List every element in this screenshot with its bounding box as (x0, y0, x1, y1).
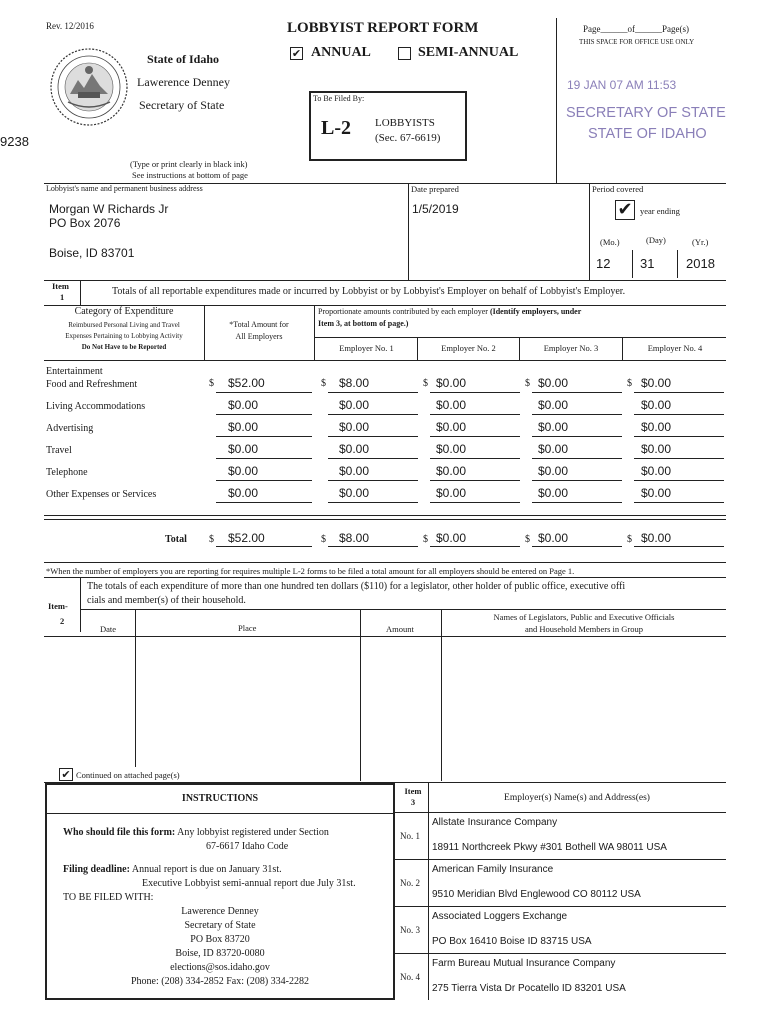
employer-1-column-header: Employer No. 1 (339, 343, 394, 353)
item2-text-2: cials and member(s) of their household. (87, 595, 246, 606)
filed-with-email[interactable]: elections@sos.idaho.gov (170, 962, 270, 973)
type-note-1: (Type or print clearly in black ink) (130, 159, 248, 169)
lobbyist-name[interactable]: Morgan W Richards Jr (49, 202, 169, 216)
filed-with-phone: Phone: (208) 334-2852 Fax: (208) 334-2282 (130, 976, 310, 987)
employer-1-amount[interactable]: $0.00 (339, 486, 370, 500)
item1-label: Item (52, 281, 69, 291)
filed-with-pobox: PO Box 83720 (190, 934, 250, 945)
state-seal-icon (48, 46, 130, 128)
item3-employer-number: No. 4 (400, 972, 420, 982)
year-ending-label: year ending (640, 206, 680, 216)
item3-number: 3 (410, 797, 416, 807)
checkmark-icon: ✔ (61, 768, 71, 781)
employer-2-total[interactable]: $0.00 (436, 531, 467, 545)
filed-with-label: TO BE FILED WITH: (63, 892, 154, 903)
item3-employer-name[interactable]: Associated Loggers Exchange (432, 911, 568, 922)
dollar-sign: $ (627, 378, 632, 389)
employer-2-amount[interactable]: $0.00 (436, 420, 467, 434)
dollar-sign: $ (209, 534, 214, 545)
semiannual-checkbox[interactable] (398, 47, 411, 60)
employer-4-total[interactable]: $0.00 (641, 531, 672, 545)
filed-with-title: Secretary of State (184, 920, 256, 931)
instructions-box (45, 783, 395, 1000)
annual-checkbox[interactable] (290, 47, 303, 60)
item2-col-names-1: Names of Legislators, Public and Executive Officials (493, 612, 675, 622)
expense-total-amount[interactable]: $52.00 (228, 376, 265, 390)
continued-label: Continued on attached page(s) (76, 770, 180, 780)
type-note-2: See instructions at bottom of page (132, 170, 248, 180)
received-stamp-date: 19 JAN 07 AM 11:53 (567, 78, 677, 92)
filed-with-name: Lawerence Denney (181, 906, 259, 917)
item3-employer-number: No. 1 (400, 831, 420, 841)
item3-employer-number: No. 3 (400, 925, 420, 935)
office-use-label: THIS SPACE FOR OFFICE USE ONLY (579, 38, 695, 46)
item3-employer-number: No. 2 (400, 878, 420, 888)
expense-category-label: Other Expenses or Services (46, 489, 157, 500)
employer-1-amount[interactable]: $0.00 (339, 442, 370, 456)
item2-col-amount: Amount (386, 624, 414, 634)
filed-with-city: Boise, ID 83720-0080 (175, 948, 265, 959)
period-covered-label: Period covered (592, 184, 644, 194)
item2-col-names-2: and Household Members in Group (524, 624, 644, 634)
expense-total-amount[interactable]: $0.00 (228, 442, 259, 456)
item3-label: Item (404, 786, 422, 796)
period-year-value[interactable]: 2018 (686, 256, 715, 271)
employer-3-amount[interactable]: $0.00 (538, 486, 569, 500)
lobbyist-address-line1[interactable]: PO Box 2076 (49, 216, 121, 230)
item1-heading: Totals of all reportable expenditures made or incurred by Lobbyist or by Lobbyist's Employer on behalf of Lobbyist's Employer. (112, 286, 626, 297)
official-name: Lawerence Denney (137, 75, 230, 89)
item3-employer-name[interactable]: Farm Bureau Mutual Insurance Company (432, 958, 616, 969)
expense-category-label: Travel (46, 445, 72, 456)
date-prepared-value[interactable]: 1/5/2019 (412, 202, 459, 216)
expense-category-label: Food and Refreshment (46, 379, 138, 390)
expense-total-amount[interactable]: $0.00 (228, 486, 259, 500)
item2-col-place: Place (238, 623, 257, 633)
item3-employer-name[interactable]: Allstate Insurance Company (432, 817, 558, 828)
expense-total-amount[interactable]: $0.00 (228, 398, 259, 412)
lobbyist-address-line2[interactable]: Boise, ID 83701 (49, 246, 135, 260)
item2-label: Item- (48, 601, 68, 611)
filing-deadline-executive: Executive Lobbyist semi-annual report due July 31st. (142, 878, 356, 889)
employer-3-total[interactable]: $0.00 (538, 531, 569, 545)
year-label: (Yr.) (692, 237, 709, 247)
item3-employer-address[interactable]: 9510 Meridian Blvd Englewood CO 80112 USA (432, 889, 641, 900)
form-title: LOBBYIST REPORT FORM (287, 20, 479, 36)
received-stamp-office: SECRETARY OF STATE (566, 105, 726, 121)
semiannual-label: SEMI-ANNUAL (418, 45, 519, 60)
dollar-sign: $ (627, 534, 632, 545)
margin-number: 9238 (0, 134, 29, 149)
dollar-sign: $ (209, 378, 214, 389)
employer-4-amount[interactable]: $0.00 (641, 442, 672, 456)
expense-category-label: Advertising (46, 423, 94, 434)
employer-4-amount[interactable]: $0.00 (641, 486, 672, 500)
item2-number: 2 (60, 616, 65, 626)
dollar-sign: $ (525, 534, 530, 545)
proportionate-heading: Proportionate amounts contributed by each employer (Identify employers, under (318, 307, 582, 316)
employer-3-column-header: Employer No. 3 (543, 343, 599, 353)
employer-2-amount[interactable]: $0.00 (436, 442, 467, 456)
proportionate-heading-2: Item 3, at bottom of page.) (318, 319, 409, 328)
employer-2-amount[interactable]: $0.00 (436, 376, 467, 390)
lobbyist-name-label: Lobbyist's name and permanent business address (46, 184, 203, 193)
item3-employer-address[interactable]: 18911 Northcreek Pkwy #301 Bothell WA 98011 USA (432, 842, 667, 853)
who-should-file-code: 67-6617 Idaho Code (206, 841, 289, 852)
filed-by-box (309, 91, 467, 161)
official-title: Secretary of State (139, 98, 225, 112)
annual-label: ANNUAL (311, 45, 371, 60)
dollar-sign: $ (321, 534, 326, 545)
continued-checkbox[interactable] (59, 768, 73, 781)
expense-total-amount[interactable]: $0.00 (228, 420, 259, 434)
grand-total-amount[interactable]: $52.00 (228, 531, 265, 545)
category-note-3: Do Not Have to be Reported (81, 343, 167, 351)
expense-total-amount[interactable]: $0.00 (228, 464, 259, 478)
employer-1-amount[interactable]: $0.00 (339, 464, 370, 478)
employer-2-amount[interactable]: $0.00 (436, 398, 467, 412)
who-should-file: Who should file this form: Any lobbyist registered under Section (63, 827, 329, 838)
filing-deadline: Filing deadline: Annual report is due on January 31st. (63, 864, 282, 875)
item3-employer-address[interactable]: 275 Tierra Vista Dr Pocatello ID 83201 USA (432, 983, 626, 994)
dollar-sign: $ (321, 378, 326, 389)
date-prepared-label: Date prepared (411, 184, 459, 194)
all-employers-heading: All Employers (235, 332, 283, 341)
dollar-sign: $ (423, 378, 428, 389)
filed-by-label: To Be Filed By: (313, 94, 365, 103)
item2-col-date: Date (100, 624, 117, 634)
total-label: Total (165, 534, 187, 545)
category-note-2: Expenses Pertaining to Lobbying Activity (65, 332, 183, 340)
checkmark-icon: ✔ (291, 47, 302, 60)
form-section: (Sec. 67-6619) (375, 132, 441, 144)
employer-1-amount[interactable]: $0.00 (339, 420, 370, 434)
day-label: (Day) (646, 235, 666, 245)
form-for: LOBBYISTS (375, 117, 435, 129)
employer-2-amount[interactable]: $0.00 (436, 486, 467, 500)
checkmark-icon: ✔ (617, 199, 633, 220)
total-amount-heading: *Total Amount for (229, 320, 289, 329)
employer-4-amount[interactable]: $0.00 (641, 420, 672, 434)
page-count-label: Page______of______Page(s) (583, 24, 689, 34)
employer-footnote: *When the number of employers you are reporting for requires multiple L-2 forms to be filed a total amount for all employers should be entered on Page 1. (46, 566, 575, 576)
employer-3-amount[interactable]: $0.00 (538, 376, 569, 390)
instructions-heading: INSTRUCTIONS (181, 793, 259, 804)
dollar-sign: $ (423, 534, 428, 545)
employer-4-amount[interactable]: $0.00 (641, 398, 672, 412)
category-note-1: Reimbursed Personal Living and Travel (68, 321, 180, 329)
item3-heading: Employer(s) Name(s) and Address(es) (504, 793, 650, 803)
period-month-value[interactable]: 12 (596, 256, 611, 271)
employer-3-amount[interactable]: $0.00 (538, 442, 569, 456)
year-ending-checkbox[interactable] (615, 200, 635, 220)
employer-1-total[interactable]: $8.00 (339, 531, 370, 545)
form-code: L-2 (321, 117, 351, 139)
employer-4-amount[interactable]: $0.00 (641, 464, 672, 478)
expense-category-label: Telephone (46, 467, 88, 478)
employer-2-column-header: Employer No. 2 (441, 343, 496, 353)
period-day-value[interactable]: 31 (640, 256, 655, 271)
employer-4-column-header: Employer No. 4 (647, 343, 703, 353)
item1-number: 1 (60, 292, 65, 302)
item3-employer-name[interactable]: American Family Insurance (432, 864, 554, 875)
employer-3-amount[interactable]: $0.00 (538, 398, 569, 412)
expense-category-label: Living Accommodations (46, 401, 146, 412)
employer-3-amount[interactable]: $0.00 (538, 420, 569, 434)
month-label: (Mo.) (600, 237, 620, 247)
revision-label: Rev. 12/2016 (46, 21, 94, 31)
employer-2-amount[interactable]: $0.00 (436, 464, 467, 478)
received-stamp-state: STATE OF IDAHO (588, 126, 707, 142)
employer-4-amount[interactable]: $0.00 (641, 376, 672, 390)
employer-3-amount[interactable]: $0.00 (538, 464, 569, 478)
category-heading: Category of Expenditure (74, 306, 174, 317)
expense-category-group-label: Entertainment (46, 366, 103, 377)
item2-text-1: The totals of each expenditure of more than one hundred ten dollars ($110) for a legislator, other holder of public office, executive offi (87, 581, 626, 592)
employer-1-amount[interactable]: $8.00 (339, 376, 370, 390)
state-name: State of Idaho (147, 52, 220, 66)
item3-employer-address[interactable]: PO Box 16410 Boise ID 83715 USA (432, 936, 592, 947)
dollar-sign: $ (525, 378, 530, 389)
employer-1-amount[interactable]: $0.00 (339, 398, 370, 412)
